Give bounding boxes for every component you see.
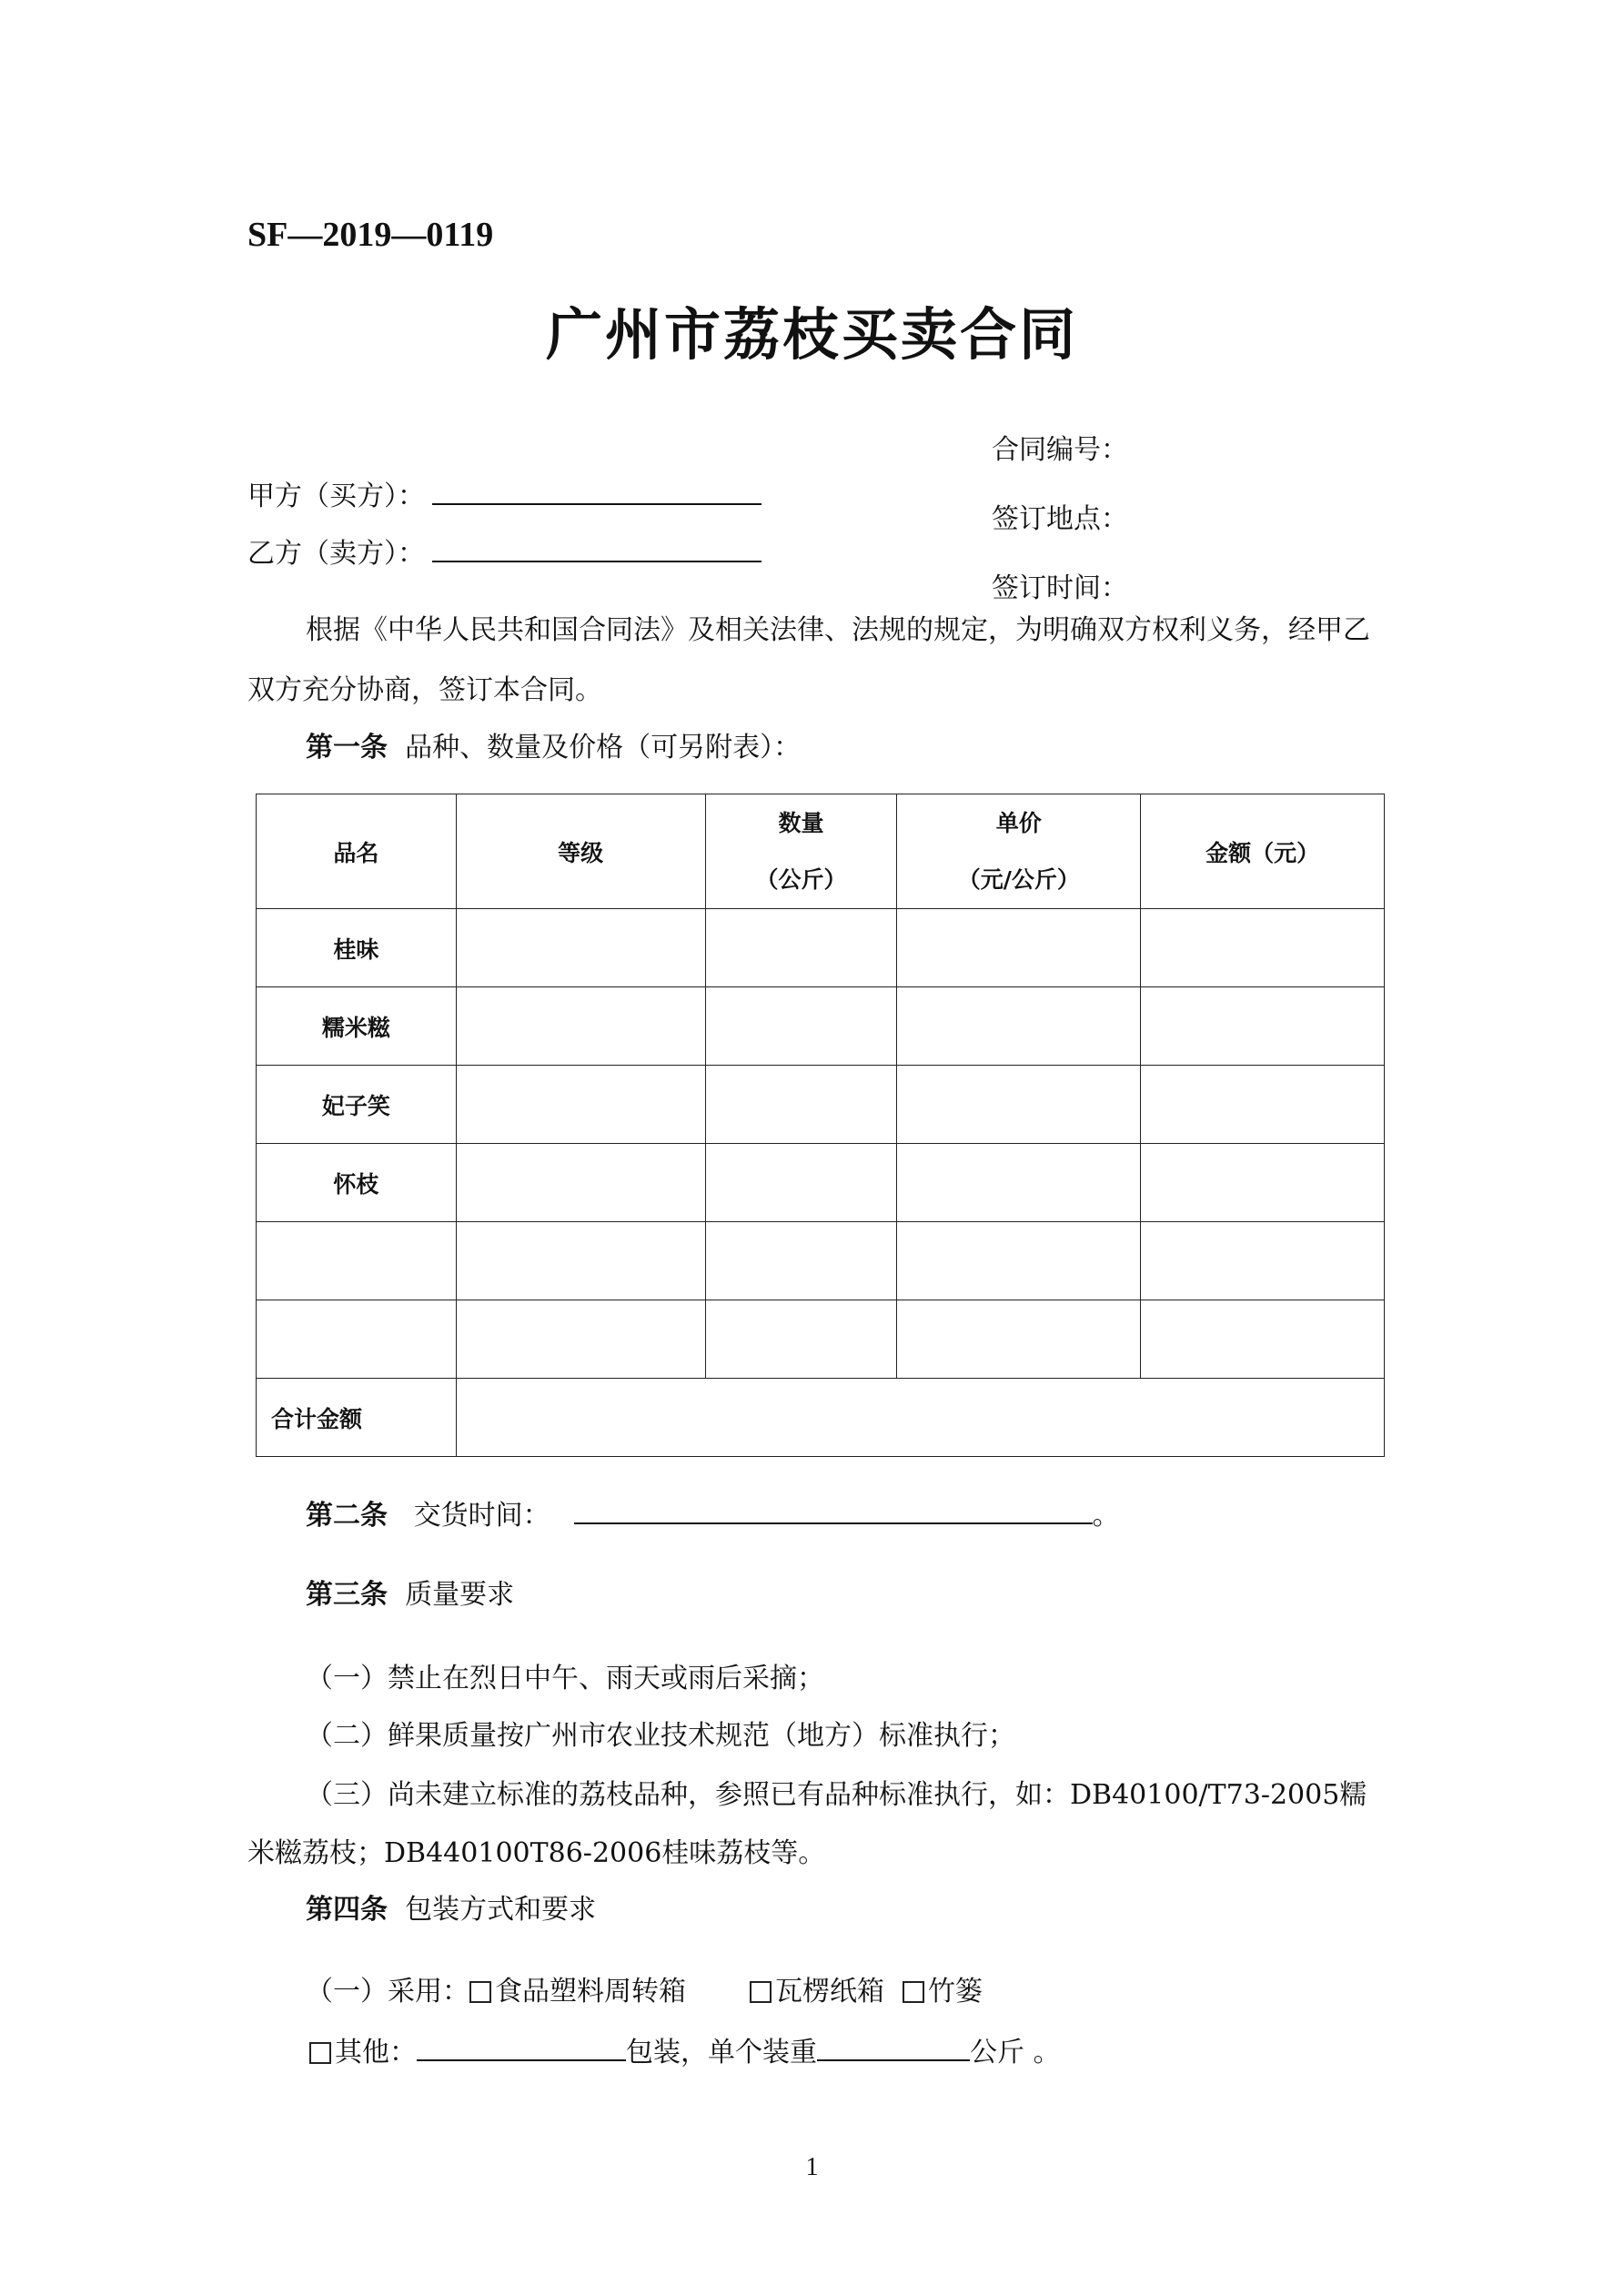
grade-cell[interactable] (456, 1222, 705, 1300)
preamble-paragraph: 根据《中华人民共和国合同法》及相关法律、法规的规定，为明确双方权利义务，经甲乙双方充分协商，签订本合同。 (247, 614, 1370, 706)
other-packaging-checkbox[interactable] (309, 2042, 331, 2064)
amount-cell[interactable] (1141, 909, 1385, 987)
article-4-text: 包装方式和要求 (405, 1894, 597, 1926)
unit-text: 公斤 。 (970, 2037, 1061, 2068)
party-a-label: 甲方（买方）： (247, 480, 425, 512)
price-cell[interactable] (897, 1066, 1141, 1144)
page-number: 1 (805, 2153, 819, 2181)
amount-cell[interactable] (1141, 987, 1385, 1066)
header-grade: 等级 (456, 794, 705, 909)
grade-cell[interactable] (456, 1144, 705, 1222)
document-number: SF—2019—0119 (247, 216, 494, 254)
quality-item-3: （三）尚未建立标准的荔枝品种，参照已有品种标准执行，如：DB40100/T73-2005糯米糍荔枝；DB440100T86-2006桂味荔枝等。 (247, 1779, 1367, 1869)
quality-item-1: （一）禁止在烈日中午、雨天或雨后采摘； (306, 1663, 824, 1694)
variety-name: 妃子笑 (257, 1066, 457, 1144)
article-3 (306, 1577, 514, 1613)
party-b-line (247, 533, 762, 572)
quantity-cell[interactable] (705, 1300, 897, 1379)
quantity-cell[interactable] (705, 909, 897, 987)
grade-cell[interactable] (456, 909, 705, 987)
sign-time-label: 签订时间： (992, 572, 1128, 604)
table-row (257, 1066, 1385, 1144)
packaging-other (309, 2032, 1061, 2071)
header-price-label: 单价 (995, 809, 1042, 836)
amount-cell[interactable] (1141, 1300, 1385, 1379)
header-quantity (705, 794, 897, 909)
grade-cell[interactable] (456, 987, 705, 1066)
table-row (257, 1144, 1385, 1222)
table-header-row (257, 794, 1385, 909)
variety-name[interactable] (257, 1300, 457, 1379)
carton-box-label: 瓦楞纸箱 (775, 1976, 884, 2008)
other-packaging-field[interactable] (417, 2032, 626, 2061)
variety-name[interactable] (257, 1222, 457, 1300)
price-cell[interactable] (897, 1222, 1141, 1300)
article-1-label: 第一条 (306, 732, 388, 764)
price-cell[interactable] (897, 1144, 1141, 1222)
article-1-text: 品种、数量及价格（可另附表）： (405, 732, 802, 764)
party-b-label: 乙方（卖方）： (247, 538, 425, 570)
article-2 (306, 1495, 1120, 1534)
total-label: 合计金额 (257, 1379, 457, 1457)
variety-name: 怀枝 (257, 1144, 457, 1222)
packaging-prefix: （一）采用： (306, 1976, 469, 2008)
variety-name: 桂味 (257, 909, 457, 987)
price-cell[interactable] (897, 1300, 1141, 1379)
header-amount: 金额（元） (1141, 794, 1385, 909)
contract-number-label: 合同编号： (992, 434, 1128, 466)
carton-box-checkbox[interactable] (750, 1981, 772, 2003)
pack-text: 包装，单个装重 (626, 2037, 817, 2068)
amount-cell[interactable] (1141, 1144, 1385, 1222)
amount-cell[interactable] (1141, 1066, 1385, 1144)
header-price-unit: （元/公斤） (957, 865, 1080, 893)
unit-weight-field[interactable] (817, 2032, 970, 2061)
quantity-cell[interactable] (705, 1066, 897, 1144)
grade-cell[interactable] (456, 1300, 705, 1379)
variety-name: 糯米糍 (257, 987, 457, 1066)
quantity-cell[interactable] (705, 1144, 897, 1222)
table-row (257, 987, 1385, 1066)
article-3-label: 第三条 (306, 1579, 388, 1611)
total-row (257, 1379, 1385, 1457)
price-cell[interactable] (897, 987, 1141, 1066)
party-a-line (247, 476, 762, 515)
contract-title: 广州市荔枝买卖合同 (545, 301, 1078, 368)
quantity-cell[interactable] (705, 987, 897, 1066)
delivery-time-field[interactable] (574, 1495, 1093, 1524)
article-4-label: 第四条 (306, 1894, 388, 1926)
bamboo-basket-checkbox[interactable] (903, 1981, 924, 2003)
plastic-crate-checkbox[interactable] (469, 1981, 491, 2003)
price-cell[interactable] (897, 909, 1141, 987)
article-4 (306, 1892, 596, 1928)
sign-place-label: 签订地点： (992, 503, 1128, 535)
table-row (257, 909, 1385, 987)
article-2-end: 。 (1092, 1500, 1120, 1532)
packaging-options (306, 1974, 983, 2010)
table-row (257, 1222, 1385, 1300)
article-1 (306, 730, 801, 766)
header-quantity-label: 数量 (778, 809, 824, 836)
header-price (897, 794, 1141, 909)
variety-quantity-price-table (256, 794, 1385, 1457)
article-2-label: 第二条 (306, 1500, 388, 1532)
party-b-field[interactable] (432, 533, 762, 562)
article-3-text: 质量要求 (405, 1579, 515, 1611)
table-row (257, 1300, 1385, 1379)
article-2-text: 交货时间： (413, 1500, 550, 1532)
party-a-field[interactable] (432, 476, 762, 505)
bamboo-basket-label: 竹篓 (928, 1976, 983, 2008)
quantity-cell[interactable] (705, 1222, 897, 1300)
grade-cell[interactable] (456, 1066, 705, 1144)
header-quantity-unit: （公斤） (755, 865, 847, 893)
quality-item-2: （二）鲜果质量按广州市农业技术规范（地方）标准执行； (306, 1720, 1015, 1752)
total-amount-cell[interactable] (456, 1379, 1384, 1457)
other-label: 其他： (335, 2037, 417, 2068)
header-name: 品名 (257, 794, 457, 909)
plastic-crate-label: 食品塑料周转箱 (495, 1976, 686, 2008)
amount-cell[interactable] (1141, 1222, 1385, 1300)
